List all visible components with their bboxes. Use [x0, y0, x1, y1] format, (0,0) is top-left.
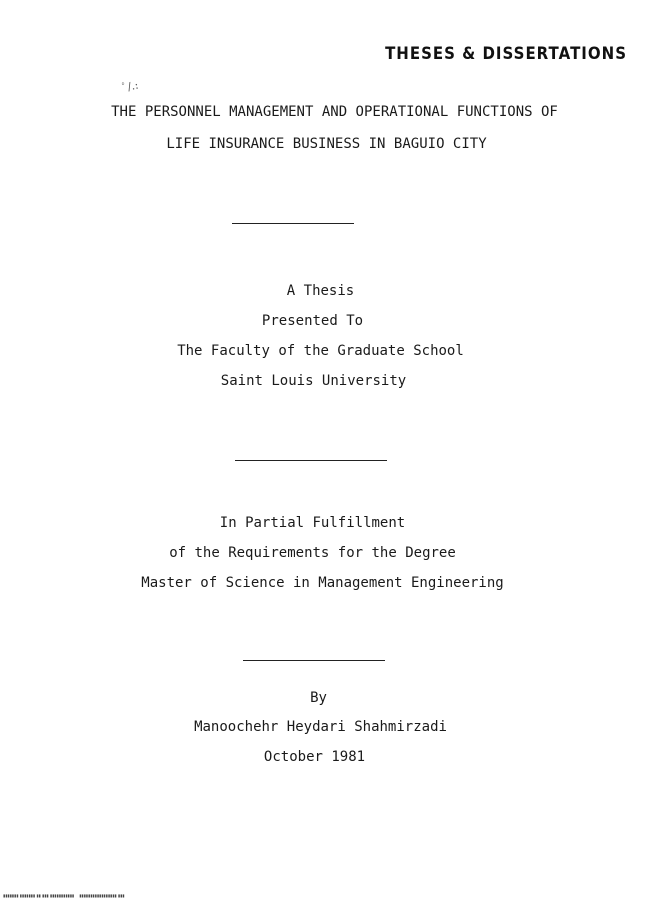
divider-1: [232, 223, 354, 224]
title-line-2: LIFE INSURANCE BUSINESS IN BAGUIO CITY: [166, 136, 487, 152]
faculty-line: The Faculty of the Graduate School: [177, 343, 464, 359]
degree-line: Master of Science in Management Engineering: [141, 575, 504, 591]
divider-3: [243, 660, 385, 661]
requirements-line: of the Requirements for the Degree: [169, 545, 456, 561]
divider-2: [235, 460, 387, 461]
title-line-1: THE PERSONNEL MANAGEMENT AND OPERATIONAL FUNCTIONS OF: [111, 104, 558, 120]
university-name: Saint Louis University: [220, 373, 407, 389]
by-label: By: [310, 690, 327, 706]
author-name: Manoochehr Heydari Shahmirzadi: [194, 719, 447, 735]
fulfillment-line: In Partial Fulfillment: [219, 515, 406, 531]
presented-to: Presented To: [261, 313, 364, 329]
thesis-label: A Thesis: [286, 283, 355, 299]
handwritten-mark: ﾟ/.:: [120, 78, 140, 95]
thesis-date: October 1981: [263, 749, 366, 765]
theses-dissertations-stamp: THESES & DISSERTATIONS: [385, 42, 627, 64]
scan-footer-mark: ▮▮▮▮▮▮▮ ▮▮▮▮▮▮▮ ▮▮ ▮▮▮ ▮▮▮▮▮▮▮▮▮▮▮ ▮▮▮▮▮▮▮▮▮▮▮▮▮▮▮▮▮ ▮▮▮: [3, 893, 125, 898]
